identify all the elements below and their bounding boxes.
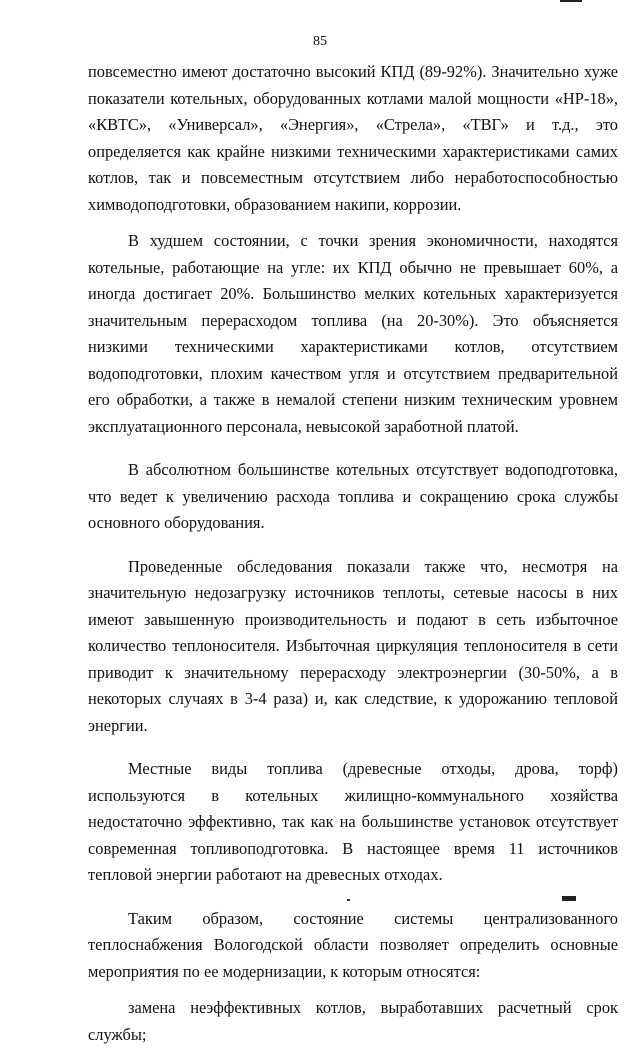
scan-edge-mark-top <box>560 0 582 2</box>
paragraph-2: В худшем состоянии, с точки зрения экономичности, находятся котельные, работающие на угле: их КПД обычно не превышает 60%, а иногда достигает 20%. Большинство мелких котельных характеризуется значительным перерасходом топлива (на 20-30%). Это объясняется низкими техническими характеристиками котлов, отсутствием водоподготовки, плохим качеством угля и отсутствием предварительной его обработки, а также в немалой степени низким техническим уровнем эксплуатационного персонала, невысокой заработной платой. <box>88 231 618 436</box>
scan-edge-mark-bottom <box>562 896 576 901</box>
page-number: 85 <box>313 34 327 49</box>
scan-artifact-dot <box>347 899 350 901</box>
paragraph-3: В абсолютном большинстве котельных отсутствует водоподготовка, что ведет к увеличению расхода топлива и сокращению срока службы основного оборудования. <box>88 460 618 532</box>
list-item-1: замена неэффективных котлов, выработавших расчетный срок службы; <box>88 998 618 1044</box>
paragraph-1: повсеместно имеют достаточно высокий КПД (89-92%). Значительно хуже показатели котельных, оборудованных котлами малой мощности «НР-18», «КВТС», «Универсал», «Энергия», «Стрела», «ТВГ» и т.д., это определяется как крайне низкими техническими характеристиками самих котлов, так и повсеместным отсутствием либо неработоспособностью химводоподготовки, образованием накипи, коррозии. <box>88 62 618 214</box>
document-body <box>88 59 618 1048</box>
paragraph-4: Проведенные обследования показали также что, несмотря на значительную недозагрузку источников теплоты, сетевые насосы в них имеют завышенную производительность и подают в сеть избыточное количество теплоносителя. Избыточная циркуляция теплоносителя в сети приводит к значительному перерасходу электроэнергии (30-50%, а в некоторых случаях в 3-4 раза) и, как следствие, к удорожанию тепловой энергии. <box>88 556 618 735</box>
paragraph-5: Местные виды топлива (древесные отходы, дрова, торф) используются в котельных жилищно-коммунального хозяйства недостаточно эффективно, так как на большинстве установок отсутствует современная топливоподготовка. В настоящее время 11 источников тепловой энергии работают на древесных отходах. <box>88 759 618 884</box>
paragraph-6: Таким образом, состояние системы централизованного теплоснабжения Вологодской области позволяет определить основные мероприятия по ее модернизации, к которым относятся: <box>88 908 618 981</box>
